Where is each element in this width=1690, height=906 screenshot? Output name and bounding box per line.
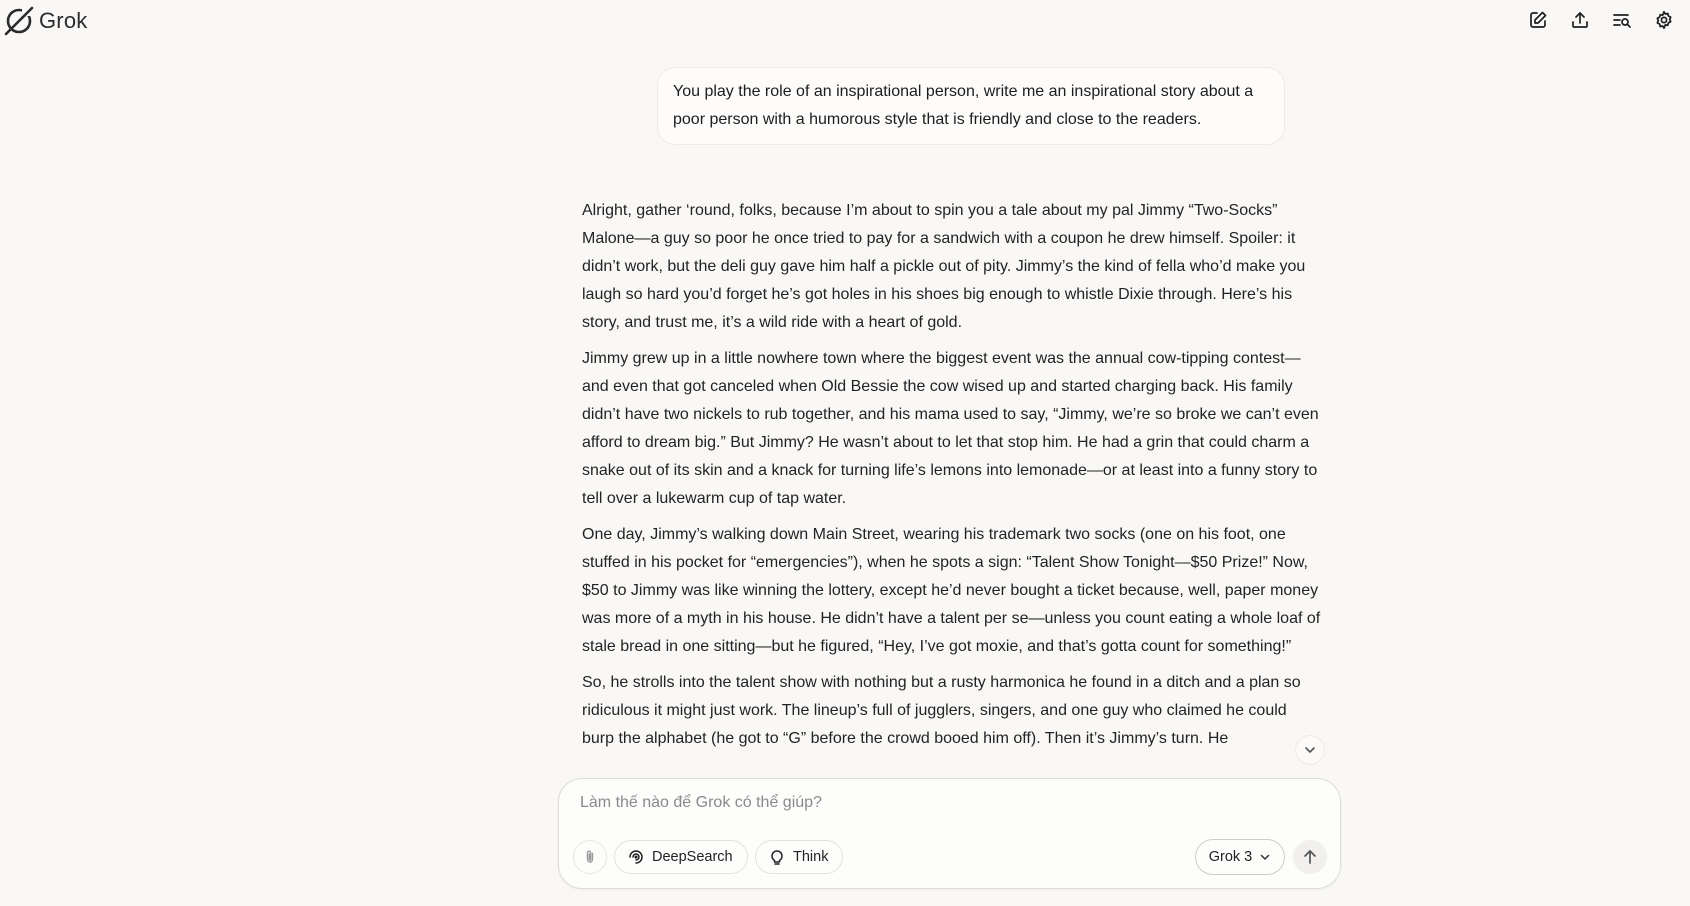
header-toolbar (1526, 8, 1676, 32)
search-history-button[interactable] (1610, 8, 1634, 32)
chevron-down-icon (1259, 851, 1271, 863)
deepsearch-icon (627, 848, 645, 866)
share-button[interactable] (1568, 8, 1592, 32)
new-chat-button[interactable] (1526, 8, 1550, 32)
paperclip-icon (582, 849, 598, 865)
user-message: You play the role of an inspirational person, write me an inspirational story about a poor person with a humorous style that is friendly and close to the readers. (657, 67, 1285, 145)
brand-name: Grok (39, 8, 88, 33)
response-paragraph: One day, Jimmy’s walking down Main Street, wearing his trademark two socks (one on his foot, one stuffed in his pocket for “emergencies”), when he spots a sign: “Talent Show Tonight—$50 Prize!” Now, $50 to Jimmy was like winning the lottery, except he’d never bought a ticket because, well, paper money was more of a myth in his house. He didn’t have a talent per se—unless you count eating a whole loaf of stale bread in one sitting—but he figured, “Hey, I’ve got moxie, and that’s gotta count for something!” (582, 526, 1321, 655)
grok-logo-icon (2, 4, 36, 38)
chevron-down-icon (1303, 743, 1317, 757)
message-composer (558, 778, 1341, 889)
chat-area[interactable] (0, 40, 1690, 906)
message-input[interactable] (578, 793, 1322, 813)
new-chat-icon (1528, 10, 1548, 30)
response-paragraph: Jimmy grew up in a little nowhere town where the biggest event was the annual cow-tipping contest—and even that got canceled when Old Bessie the cow wised up and started charging back. His family didn’t have two nickels to rub together, and his mama used to say, “Jimmy, we’re so broke we can’t even afford to dream big.” But Jimmy? He wasn’t about to let that stop him. He had a grin that could charm a snake out of its skin and a knack for turning life’s lemons into lemonade—or at least into a funny story to tell over a lukewarm cup of tap water. (582, 350, 1319, 507)
deepsearch-button[interactable] (614, 840, 748, 874)
settings-icon (1654, 10, 1674, 30)
assistant-response (582, 197, 1322, 761)
send-button[interactable] (1293, 840, 1327, 874)
think-button[interactable] (755, 840, 843, 874)
deepsearch-label: DeepSearch (652, 849, 733, 865)
arrow-up-icon (1301, 848, 1319, 866)
share-icon (1570, 10, 1590, 30)
response-paragraph: Alright, gather ‘round, folks, because I’m about to spin you a tale about my pal Jimmy “Two-Socks” Malone—a guy so poor he once tried to pay for a sandwich with a coupon he drew himself. Spoiler: it didn’t work, but the deli guy gave him half a pickle out of pity. Jimmy’s the kind of fella who’d make you laugh so hard you’d forget he’s got holes in his shoes big enough to whistle Dixie through. Here’s his story, and trust me, it’s a wild ride with a heart of gold. (582, 202, 1306, 331)
response-paragraph: So, he strolls into the talent show with nothing but a rusty harmonica he found in a ditch and a plan so ridiculous it might just work. The lineup’s full of jugglers, singers, and one guy who claimed he could burp the alphabet (he got to “G” before the crowd booed him off). Then it’s Jimmy’s turn. He (582, 674, 1301, 747)
settings-button[interactable] (1652, 8, 1676, 32)
model-label: Grok 3 (1208, 849, 1253, 865)
top-bar (0, 0, 1690, 40)
think-label: Think (793, 849, 829, 865)
model-selector[interactable] (1195, 839, 1285, 875)
scroll-to-bottom-button[interactable] (1295, 735, 1325, 765)
search-history-icon (1612, 10, 1632, 30)
brand[interactable] (2, 4, 87, 38)
lightbulb-icon (768, 848, 786, 866)
attach-button[interactable] (573, 840, 607, 874)
